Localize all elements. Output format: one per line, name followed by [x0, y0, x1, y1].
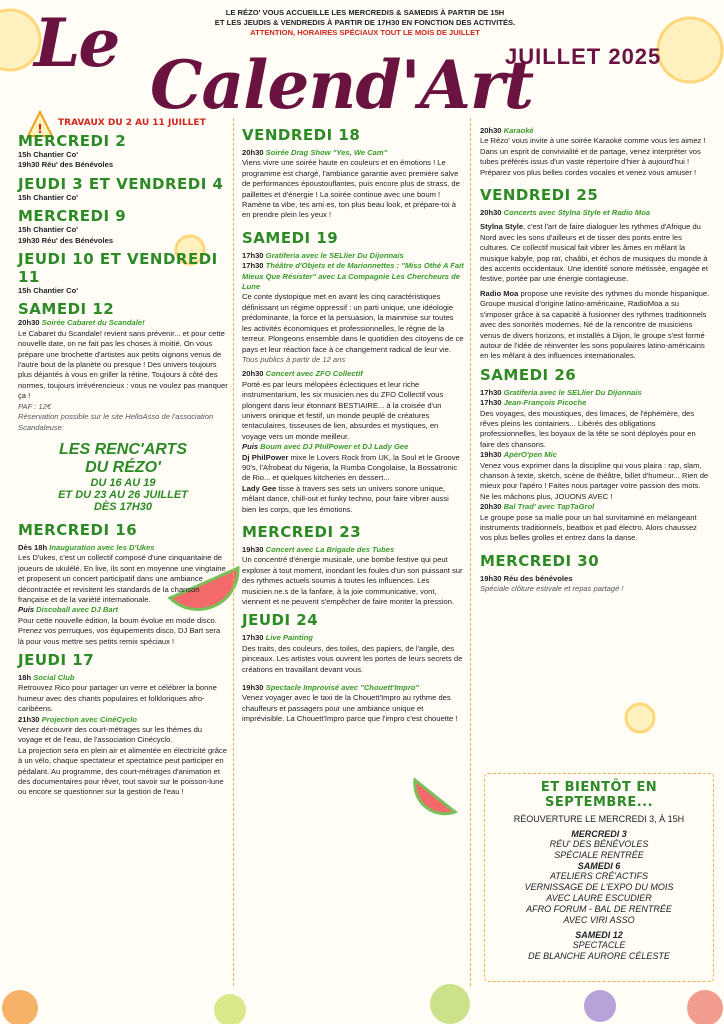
- event-description: , c'est l'art de faire dialoguer les rythmes d'Afrique du Nord avec les sons d'ailleurs et de tisser des ponts entre les cultures. Ce collectif musical fait vibrer les âmes en mêlant la musique kabyle, pop raï, chaâbi, et échos de musiques du monde à des accents occidentaux. Une identité sonore métissée, engagée et festive, portée par une énergie contagieuse.: [480, 222, 708, 284]
- event-description: Des voyages, des moustiques, des limaces, de l'éphémère, des rêves pleins les containers... Libérés des obligations professionnelles, les boyaux de la tête se sont déployés pour en faire des chansons.: [480, 408, 696, 449]
- event-time: 17h30: [242, 250, 264, 260]
- event-time: 17h30: [242, 633, 264, 643]
- event-description: Venez voyager avec le taxi de la Chouett'Impro au rythme des chauffeurs et passagers pour une ambiance unique et imprévisible. La Chouett'Impro parce que l'impro c'est chouette !: [242, 693, 458, 724]
- event-time: 21h30: [18, 714, 40, 724]
- day-heading: MERCREDI 2: [18, 132, 127, 150]
- rencarts-banner: [18, 441, 228, 513]
- day-heading: VENDREDI 18: [242, 126, 361, 144]
- event-description: Le Rézo' vous invite à une soirée Karaoké comme vous les aimez ! Dans un esprit de convivialité et de partage, venez interpréter vos tubes préférés issus d'un vaste répertoire d'hier à aujourd'hui ! Préparez vos plus belles cordes vocales et venez vous amuser !: [480, 136, 706, 177]
- column-2: [242, 118, 464, 725]
- column-3: [480, 118, 710, 595]
- event-title: Discoball avec DJ Bart: [36, 605, 119, 615]
- event-line: 15h Chantier Co': [18, 192, 79, 202]
- september-item: SPÉCIALE RENTRÉE: [554, 850, 644, 860]
- intro-line: ET LES JEUDIS & VENDREDIS À PARTIR DE 17H30 EN FONCTION DES ACTIVITÉS.: [214, 18, 516, 27]
- event-title: Jean-François Picoche: [503, 398, 587, 408]
- september-item: ATELIERS CRÉ'ACTIFS: [549, 871, 649, 881]
- event-time: 20h30: [480, 502, 502, 512]
- event-line: 15h Chantier Co': [18, 225, 79, 235]
- event-description: Le groupe pose sa malle pour un bal survitaminé en mélangeant instruments traditionnels, beatbox et pad électro. Alors chaussez vos plus belles grolles et entrez dans la danse.: [480, 512, 697, 543]
- event-title: Live Painting: [265, 633, 313, 643]
- event-title: Inauguration avec les D'Ukes: [49, 542, 155, 552]
- september-day: SAMEDI 6: [577, 861, 621, 871]
- event-line: 19h30 Réu des bénévoles: [480, 573, 573, 583]
- day-heading: MERCREDI 30: [480, 551, 600, 570]
- event-time: 17h30: [480, 398, 502, 408]
- event-title: Karaoké: [503, 126, 534, 135]
- event-booking: Réservation possible sur le site HelloAsso de l'association Scandaleuse.: [18, 412, 214, 432]
- event-title: Social Club: [33, 672, 75, 682]
- september-day: MERCREDI 3: [571, 829, 627, 839]
- event-description: Pour cette nouvelle édition, la boum évolue en mode disco. Prenez vos perruques, vos équipements disco, DJ Bart sera là pour vous mettre ses petits remix spéciaux !: [18, 615, 221, 646]
- event-title: Concert avec La Brigade des Tubes: [265, 545, 395, 554]
- event-description: Le Cabaret du Scandale! revient sans prévenir... et pour cette nouvelle date, on ne fait pas les choses à moitié. On vous prépare une brochette d'artistes aux petits oignons venus de l'autre bout de la planète ou presque ! Des univers toujours plus déjantés à vous en griller la rétine. Toujours à côté des normes, toujours irrévérencieux : vous ne voulez pas manquer ça !: [18, 328, 228, 401]
- event-title: Projection avec CinéCyclo: [41, 714, 138, 724]
- event-line: 15h Chantier Co': [18, 150, 79, 159]
- event-title: Soirée Drag Show "Yes, We Cam": [265, 148, 388, 157]
- rencarts-dates: DÈS 17H30: [93, 500, 153, 513]
- rencarts-title: DU RÉZO': [85, 458, 161, 476]
- month-title: JUILLET 2025: [505, 44, 662, 69]
- intro-warning: ATTENTION, HORAIRES SPÉCIAUX TOUT LE MOIS DE JUILLET: [250, 28, 480, 37]
- day-heading: SAMEDI 26: [480, 365, 577, 384]
- event-title: Concert avec ZFO Collectif: [265, 369, 363, 379]
- event-title: Gratiferia avec le SELlier Du Dijonnais: [503, 387, 642, 397]
- day-heading: MERCREDI 16: [18, 520, 138, 539]
- day-heading: MERCREDI 23: [242, 523, 362, 541]
- artist-name: Dj PhilPower: [242, 452, 289, 462]
- event-title: Spectacle Improvisé avec "Chouett'Impro": [265, 683, 420, 693]
- september-item: AVEC LAURE ESCUDIER: [546, 893, 652, 903]
- reopening-line: RÉOUVERTURE LE MERCREDI 3, À 15H: [513, 814, 685, 824]
- event-line: 19h30 Réu' des Bénévoles: [18, 160, 114, 170]
- event-description: La projection sera en plein air et alimentée en électricité grâce à un vélo, chaque spectateur et spectatrice peut participer en pédalant. Au programme, des court-métrages d'animation et des documentaires pour rêver, tout savoir sur le poisson-lune ou encore se questionner sur la gestion de l'eau !: [18, 745, 227, 797]
- fruit-border-icon: [2, 984, 723, 1024]
- event-title: Concerts avec Stylna Style et Radio Moa: [503, 208, 651, 218]
- event-description: Venez vous exprimer dans la discipline qui vous plaira : rap, slam, chanson à texte, sketch, scène de théâtre, billet d'humeur... Rien de mieux pour l'apéro ! Faites nous partager votre passion des mots. Ne les mâchons plus, JOUONS AVEC !: [480, 460, 709, 501]
- event-time: 20h30: [480, 208, 502, 218]
- event-title: Boum avec DJ PhilPower et DJ Lady Gee: [260, 442, 409, 452]
- event-time: 20h30: [18, 318, 40, 328]
- event-title: ApérO'pen Mic: [503, 450, 557, 460]
- logo-calendart: Calend'Art: [150, 46, 534, 124]
- day-heading: JEUDI 10 ET VENDREDI 11: [18, 250, 218, 287]
- artist-name: Stylna Style: [480, 222, 524, 232]
- rencarts-title: LES RENC'ARTS: [59, 440, 187, 458]
- event-description: Venez découvrir des court-métrages sur les thèmes du voyage et de l'eau, de l'association Cinécyclo.: [18, 725, 203, 745]
- event-time: 17h30: [480, 387, 502, 397]
- works-warning: TRAVAUX DU 2 AU 11 JUILLET: [58, 118, 206, 128]
- day-heading: SAMEDI 12: [18, 300, 115, 319]
- event-description: Un concentré d'énergie musicale, une bombe festive qui peut exploser à tout moment, inondant les foules d'un son puissant sur des rythmes actuels soumis à toutes les influences. Les musicien.ne.s de la fanfare, à la joie communicative, vont, viennent et ne peuvent s'empêcher de faire monter la pression.: [242, 555, 463, 607]
- event-title: Théâtre d'Objets et de Marionnettes : "Miss Othé A Fait Mieux Que Résister" avec La Compagnie Les Chercheurs de Lune: [242, 261, 464, 292]
- event-time: 18h: [18, 672, 32, 682]
- event-description: Retrouvez Rico pour partager un verre et célébrer la bonne humeur avec des chants populaires et folkloriques afro-caribéens.: [18, 683, 217, 714]
- event-description: mixe le Lovers Rock from UK, la Soul et le Groove 90's, l'Afrobeat du Nigeria, la Rumba Congolaise, la Bossatronic de Rio... et quelques kitcheries en dessert...: [242, 452, 460, 483]
- event-time: 19h30: [242, 545, 264, 554]
- event-puis: Puis: [242, 442, 259, 452]
- event-description: Les D'ukes, c'est un collectif composé d'une cinquantaine de joueurs de ukulélé. En live, ils sont en moyenne une vingtaine et proposent un concert participatif dans une ambiance décontractée et revisitent les standards de la chanson française et de la variété internationale.: [18, 553, 226, 604]
- september-item: VERNISSAGE DE L'EXPO DU MOIS: [524, 882, 674, 892]
- column-divider: [470, 118, 471, 986]
- event-description: Ce conte dystopique met en avant les cinq caractéristiques définissant un régime oppressif : un parti unique, une idéologie prédominante, la force et la persuasion, la mainmise sur toutes les activités économiques et professionnelles, le règne de la terreur. Plongeons ensemble dans le quotidien des citoyens de ce pays et leur réaction face à ce changement radical de leur vie.: [242, 292, 464, 354]
- column-divider: [233, 118, 234, 986]
- september-item: AVEC VIRI ASSO: [563, 915, 635, 925]
- intro-text: [190, 8, 540, 38]
- artist-name: Radio Moa: [480, 288, 519, 298]
- event-title: Soirée Cabaret du Scandale!: [41, 318, 145, 328]
- event-time: Dès 18h: [18, 542, 48, 552]
- artist-name: Lady Gee: [242, 483, 277, 493]
- event-time: 19h30: [242, 683, 264, 693]
- rencarts-dates: ET DU 23 AU 26 JUILLET: [58, 488, 188, 501]
- event-price: PAF : 12€: [18, 401, 52, 411]
- event-title: Gratiferia avec le SELlier Du Dijonnais: [265, 250, 404, 260]
- rencarts-dates: DU 16 AU 19: [90, 476, 156, 489]
- september-item: AFRO FORUM - BAL DE RENTRÉE: [526, 904, 672, 914]
- event-description: tisse à travers ses sets un univers sonore unique, mêlant dance, chill-out et funky techno, pour faire vibrer aussi bien les corps, que les émotions.: [242, 483, 449, 514]
- september-day: SAMEDI 12: [575, 930, 623, 940]
- september-box: [484, 773, 714, 982]
- september-item: SPECTACLE: [572, 940, 626, 950]
- event-puis: Puis: [18, 605, 35, 615]
- september-title: ET BIENTÔT EN SEPTEMBRE...: [540, 780, 658, 810]
- intro-line: LE RÉZO' VOUS ACCUEILLE LES MERCREDIS & SAMEDIS À PARTIR DE 15H: [225, 8, 505, 17]
- event-time: 20h30: [242, 369, 264, 379]
- event-time: 19h30: [480, 450, 502, 460]
- event-description: Viens vivre une soirée haute en couleurs et en émotions ! Le programme est chargé, l'ambiance garantie avec première salve de performances époustouflantes, puis encore plus de strass, de paillettes et d'énergie ! La soirée continue avec une boum ! Ramène ta vibe, tes ami·es, ton plus beau look, et prépare-toi à en prendre plein les yeux !: [242, 158, 460, 220]
- event-title: Bal Trad' avec TapTaGrol: [503, 502, 595, 512]
- day-heading: VENDREDI 25: [480, 186, 599, 205]
- day-heading: SAMEDI 19: [242, 228, 339, 247]
- logo-le: Le: [34, 4, 119, 82]
- event-subline: Spéciale clôture estivale et repas partagé !: [480, 584, 624, 594]
- event-description: Des traits, des couleurs, des toiles, des papiers, de l'argile, des pinceaux. Les artistes vous ouvrent les portes de leurs secrets de créations en travaillant devant vous.: [242, 643, 463, 674]
- event-line: 19h30 Réu' des Bénévoles: [18, 235, 114, 245]
- day-heading: JEUDI 24: [242, 611, 319, 630]
- september-item: DE BLANCHE AURORE CÉLESTE: [528, 951, 670, 961]
- day-heading: MERCREDI 9: [18, 207, 127, 226]
- event-line: 15h Chantier Co': [18, 286, 79, 296]
- september-item: RÉU' DES BÉNÉVOLES: [549, 839, 649, 849]
- svg-text:!: !: [37, 122, 43, 136]
- column-1: [18, 118, 228, 798]
- event-time: 20h30: [242, 148, 264, 157]
- event-time: 20h30: [480, 126, 502, 135]
- event-description: Porté·es par leurs mélopées éclectiques et leur riche instrumentarium, les six musicien.nes du ZFO Collectif vous plongent dans leur étonnant BESTIAIRE... à la croisée d'un univers onirique et festif, un monde peuplé de créatures tentaculaires, tisseuses de lien, absurdes et mystiques, en voyage vers un monde meilleur.: [242, 379, 444, 441]
- event-description: propose une revisite des rythmes du monde hispanique. Groupe musical d'origine latino-américaine, RadioMoa a su s'imposer grâce à sa capacité à fusionner des rythmes traditionnels avec des sonorités modernes. Né de la rencontre de musiciens venus de divers horizons, et installés à Dijon, le groupe s'est formé autour de l'idée de réinventer les sons populaires latino-américains en les mêlant à des influences internationales.: [480, 288, 710, 361]
- day-heading: JEUDI 3 ET VENDREDI 4: [18, 174, 224, 193]
- event-audience: Tous publics à partir de 12 ans: [242, 354, 346, 364]
- day-heading: JEUDI 17: [18, 650, 95, 669]
- event-time: 17h30: [242, 261, 264, 271]
